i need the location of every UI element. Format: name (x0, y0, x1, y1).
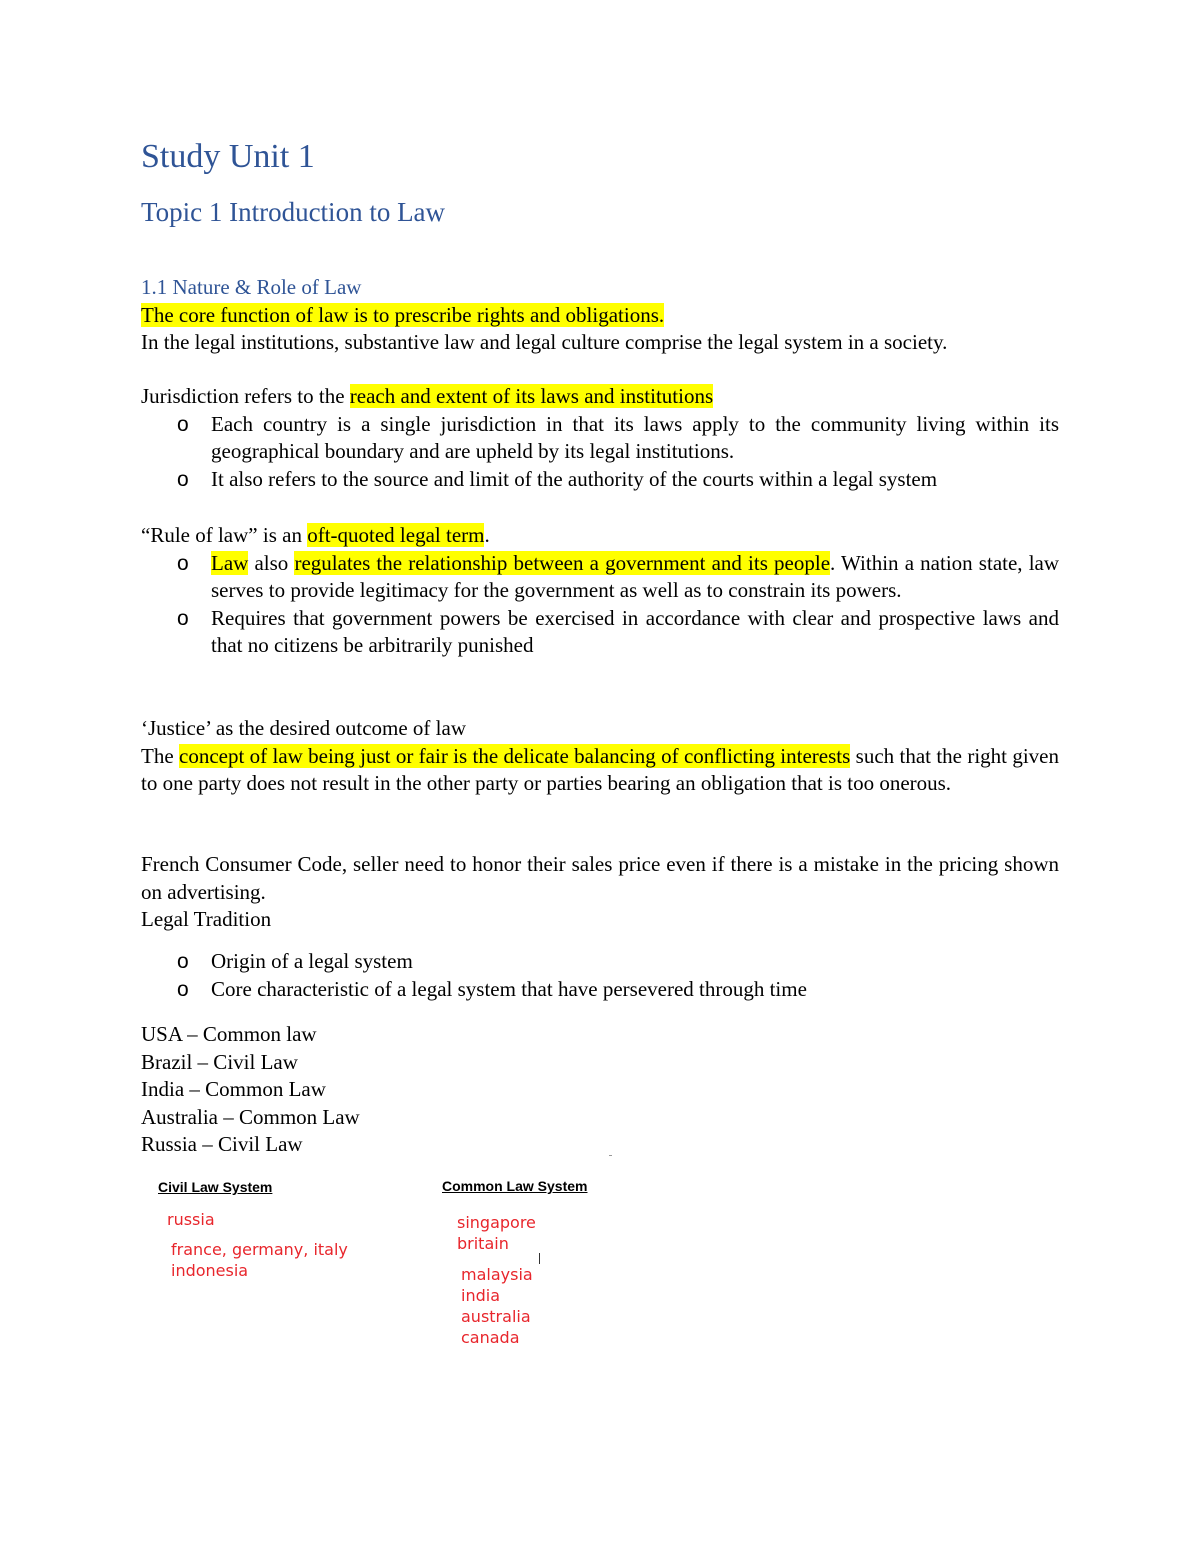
section-french-code (141, 851, 1059, 934)
list-item: o It also refers to the source and limit of the authority of the courts within a legal system (141, 466, 1059, 494)
common-item: malaysia (461, 1265, 533, 1284)
country-item: India – Common Law (141, 1077, 326, 1101)
bullet-marker: o (177, 606, 189, 630)
section-justice (141, 715, 1059, 798)
jurisdiction-text: Jurisdiction refers to the (141, 384, 350, 408)
common-item: britain (457, 1234, 509, 1253)
country-item: Russia – Civil Law (141, 1132, 303, 1156)
rule-text: “Rule of law” is an (141, 523, 308, 547)
country-item: USA – Common law (141, 1022, 317, 1046)
topic-heading: Topic 1 Introduction to Law (141, 197, 446, 227)
section-rule-of-law: “Rule of law” is an oft-quoted legal term. o Law also regulates the relationship between a government and its people. Within a nation state, law serves to provide legitimacy for the government as well as to constrain its powers. o Requires that government powers be exercised in accordance with clear and prospective laws and that no citizens be arbitrarily punished (141, 522, 1059, 660)
section-nature-role (141, 274, 1059, 357)
french-paragraph: French Consumer Code, seller need to honor their sales price even if there is a mistake in the pricing shown on advertising. (141, 852, 1059, 904)
section-legal-tradition (141, 948, 1059, 1003)
common-item: canada (461, 1328, 520, 1347)
jurisdiction-list (141, 411, 1059, 494)
list-item: o Law also regulates the relationship between a government and its people. Within a nation state, law serves to provide legitimacy for the government as well as to constrain its powers. (177, 550, 1060, 602)
civil-law-heading: Civil Law System (158, 1179, 273, 1195)
cursor-mark (539, 1253, 540, 1264)
section-jurisdiction (141, 383, 1059, 493)
rule-highlight: oft-quoted legal term (307, 523, 485, 547)
common-item: india (461, 1286, 500, 1305)
country-item: Brazil – Civil Law (141, 1049, 298, 1074)
list-item: o Requires that government powers be exercised in accordance with clear and prospective laws and that no citizens be arbitrarily punished (177, 605, 1059, 657)
legal-tradition-list (141, 948, 1059, 1003)
legal-tradition-heading: Legal Tradition (141, 907, 272, 931)
bullet-marker: o (177, 977, 189, 1001)
section-heading: 1.1 Nature & Role of Law (141, 275, 362, 299)
common-law-heading: Common Law System (442, 1178, 588, 1194)
law-systems-figure (145, 1160, 615, 1370)
bullet-marker: o (177, 412, 189, 436)
list-item: o Each country is a single jurisdiction in that its laws apply to the community living within its geographical boundary and are upheld by its legal institutions. (177, 411, 1059, 463)
justice-paragraph: The concept of law being just or fair is the delicate balancing of conflicting interests such that the right given to one party does not result in the other party or parties bearing an obligation that is too onerous. (141, 743, 1059, 795)
justice-heading: ‘Justice’ as the desired outcome of law (141, 716, 466, 740)
civil-item: france, germany, italy (171, 1240, 348, 1259)
country-list (141, 1021, 1059, 1159)
bullet-marker: o (177, 551, 189, 575)
bullet-marker: o (177, 467, 189, 491)
bullet-marker: o (177, 950, 189, 973)
jurisdiction-highlight: reach and extent of its laws and institutions (349, 384, 714, 408)
page-title: Study Unit 1 (141, 138, 315, 175)
core-function-highlight: The core function of law is to prescribe rights and obligations. (141, 302, 665, 327)
civil-item: indonesia (171, 1261, 249, 1280)
civil-item: russia (167, 1210, 215, 1229)
list-item: o Core characteristic of a legal system that have persevered through time (141, 976, 1059, 1004)
stray-mark (609, 1155, 612, 1156)
country-item: Australia – Common Law (141, 1104, 360, 1129)
list-item: o Origin of a legal system (141, 948, 1059, 976)
rule-list (141, 550, 1059, 660)
legal-system-paragraph: In the legal institutions, substantive law and legal culture comprise the legal system in a society. (141, 330, 948, 354)
common-item: australia (461, 1307, 531, 1326)
common-item: singapore (457, 1213, 536, 1232)
